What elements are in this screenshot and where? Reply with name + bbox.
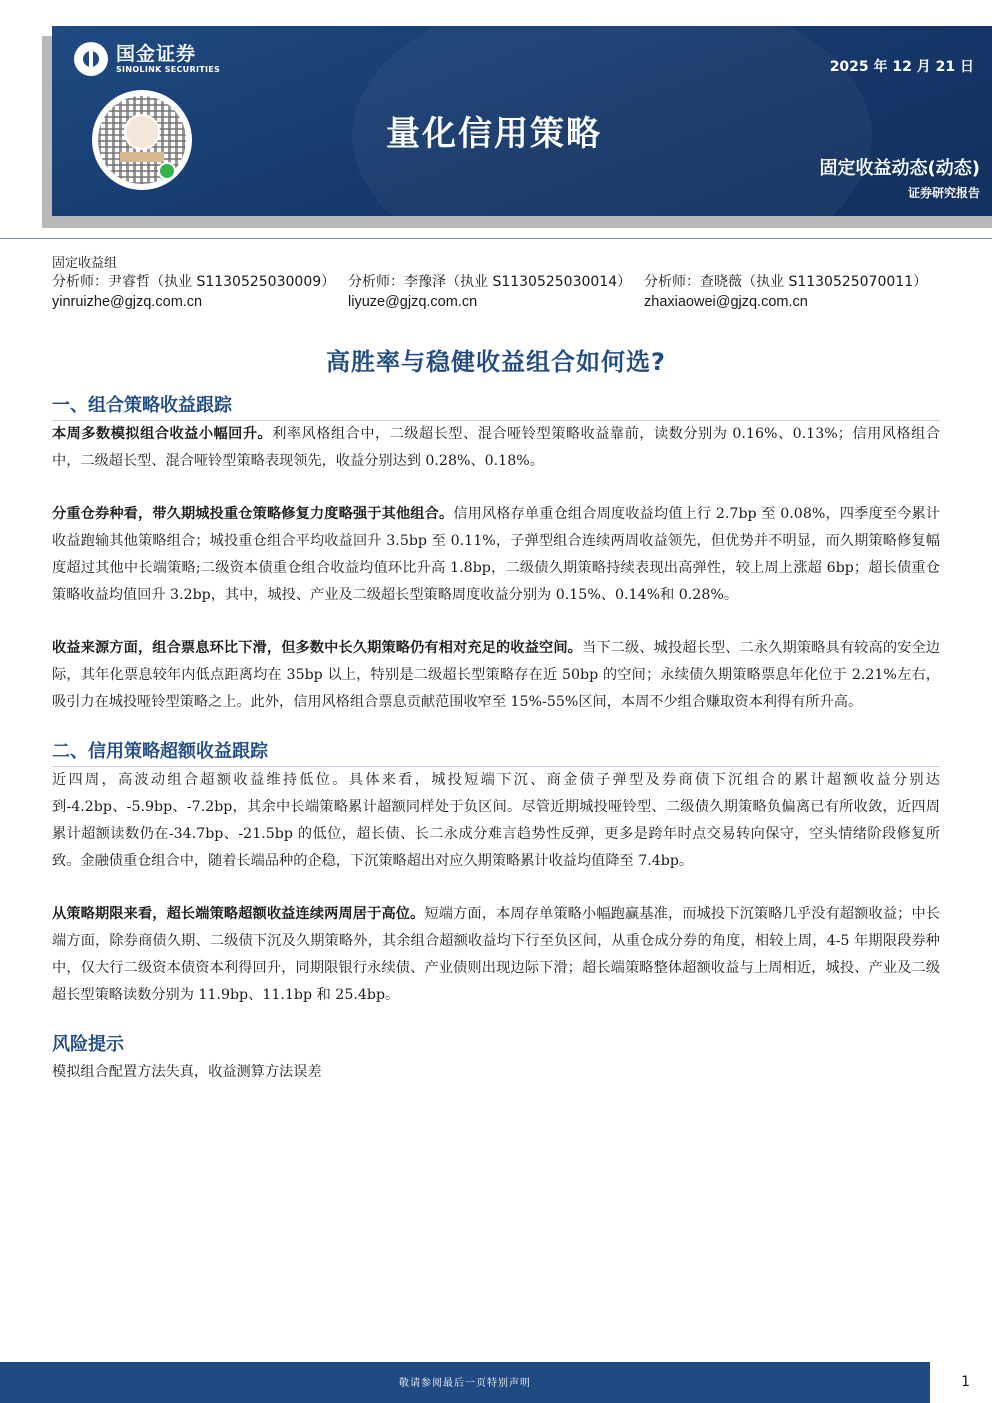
analyst-2-email[interactable]: liyuze@gjzq.com.cn bbox=[348, 294, 478, 310]
paragraph: 从策略期限来看，超长端策略超额收益连续两周居于高位。短端方面，本周存单策略小幅跑赢基准，而城投下沉策略几乎没有超额收益；中长端方面，除券商债久期、二级债下沉及久期策略外，其余组合超额收益均下行至负区间，从重仓成分券的角度，相较上周，4-5 年期限段券种中，仅大行二级资本债资本利得回升，同期限银行永续债、产业债则出现边际下滑；超长端策略整体超额收益与上周相近，城投、产业及二级超长型策略读数分别为 11.9bp、11.1bp 和 25.4bp。 bbox=[52, 906, 940, 1003]
analyst-1-email[interactable]: yinruizhe@gjzq.com.cn bbox=[52, 294, 203, 310]
logo-name-en: SINOLINK SECURITIES bbox=[116, 65, 221, 74]
analyst-2-label: 分析师：李豫泽（执业 S1130525030014） bbox=[348, 274, 632, 290]
paragraph: 本周多数模拟组合收益小幅回升。利率风格组合中，二级超长型、混合哑铃型策略收益靠前，读数分别为 0.16%、0.13%；信用风格组合中，二级超长型、混合哑铃型策略表现领先，收益分别达到 0.28%、0.18%。 bbox=[52, 426, 940, 469]
section-heading-risk: 风险提示 bbox=[52, 1034, 124, 1055]
analyst-3 bbox=[644, 272, 927, 312]
research-group: 固定收益组 bbox=[52, 256, 118, 271]
report-body bbox=[52, 392, 940, 1086]
qr-code-icon bbox=[92, 90, 192, 190]
report-type: 固定收益动态(动态) bbox=[819, 158, 980, 179]
analyst-1-label: 分析师：尹睿哲（执业 S1130525030009） bbox=[52, 274, 336, 290]
analyst-1 bbox=[52, 272, 335, 312]
report-date: 2025 年 12 月 21 日 bbox=[829, 59, 974, 75]
footer-disclaimer-note: 敬请参阅最后一页特别声明 bbox=[399, 1378, 531, 1389]
logo-mark-icon bbox=[74, 42, 108, 76]
page-number: 1 bbox=[961, 1374, 970, 1390]
report-headline: 高胜率与稳健收益组合如何选? bbox=[326, 348, 666, 376]
logo-name-cn: 国金证券 bbox=[116, 43, 197, 65]
header-divider bbox=[0, 238, 992, 239]
paragraph: 收益来源方面，组合票息环比下滑，但多数中长久期策略仍有相对充足的收益空间。当下二级、城投超长型、二永久期策略具有较高的安全边际，其年化票息较年内低点距离均在 35bp 以上，特别是二级超长型策略存在近 50bp 的空间；永续债久期策略票息年化位于 2.21%左右，吸引力在城投哑铃型策略之上。此外，信用风格组合票息贡献范围收窄至 15%-55%区间，本周不少组合赚取资本利得有所升高。 bbox=[52, 640, 940, 710]
paragraph: 分重仓券种看，带久期城投重仓策略修复力度略强于其他组合。信用风格存单重仓组合周度收益均值上行 2.7bp 至 0.08%，四季度至今累计收益跑输其他策略组合；城投重仓组合平均收益回升 3.5bp 至 0.11%，子弹型组合连续两周收益领先，但优势并不明显，而久期策略修复幅度超过其他中长端策略;二级资本债重仓组合收益均值环比升高 1.8bp，二级债久期策略持续表现出高弹性，较上周上涨超 6bp；超长债重仓策略收益均值回升 3.2bp，其中，城投、产业及二级超长型策略周度收益分别为 0.15%、0.14%和 0.28%。 bbox=[52, 506, 940, 603]
section-heading-excess-returns: 二、信用策略超额收益跟踪 bbox=[52, 738, 940, 767]
header-banner bbox=[52, 26, 992, 216]
analyst-2 bbox=[348, 272, 631, 312]
section-heading-portfolio-returns: 一、组合策略收益跟踪 bbox=[52, 392, 940, 421]
company-logo bbox=[74, 42, 220, 76]
report-kind: 证券研究报告 bbox=[907, 186, 980, 200]
analyst-3-email[interactable]: zhaxiaowei@gjzq.com.cn bbox=[644, 294, 808, 310]
paragraph: 模拟组合配置方法失真，收益测算方法误差 bbox=[52, 1064, 322, 1080]
analyst-3-label: 分析师：查晓薇（执业 S1130525070011） bbox=[644, 274, 928, 290]
miniprogram-badge-icon bbox=[158, 162, 176, 180]
paragraph: 近四周，高波动组合超额收益维持低位。具体来看，城投短端下沉、商金债子弹型及券商债下沉组合的累计超额收益分别达到-4.2bp、-5.9bp、-7.2bp，其余中长端策略累计超额同样处于负区间。尽管近期城投哑铃型、二级债久期策略负偏离已有所收敛，近四周累计超额读数仍在-34.7bp、-21.5bp 的低位，超长债、长二永成分难言趋势性反弹，更多是跨年时点交易转向保守，空头情绪阶段修复所致。金融债重仓组合中，随着长端品种的企稳，下沉策略超出对应久期策略累计收益均值降至 7.4bp。 bbox=[52, 772, 940, 869]
report-title: 量化信用策略 bbox=[386, 114, 602, 154]
